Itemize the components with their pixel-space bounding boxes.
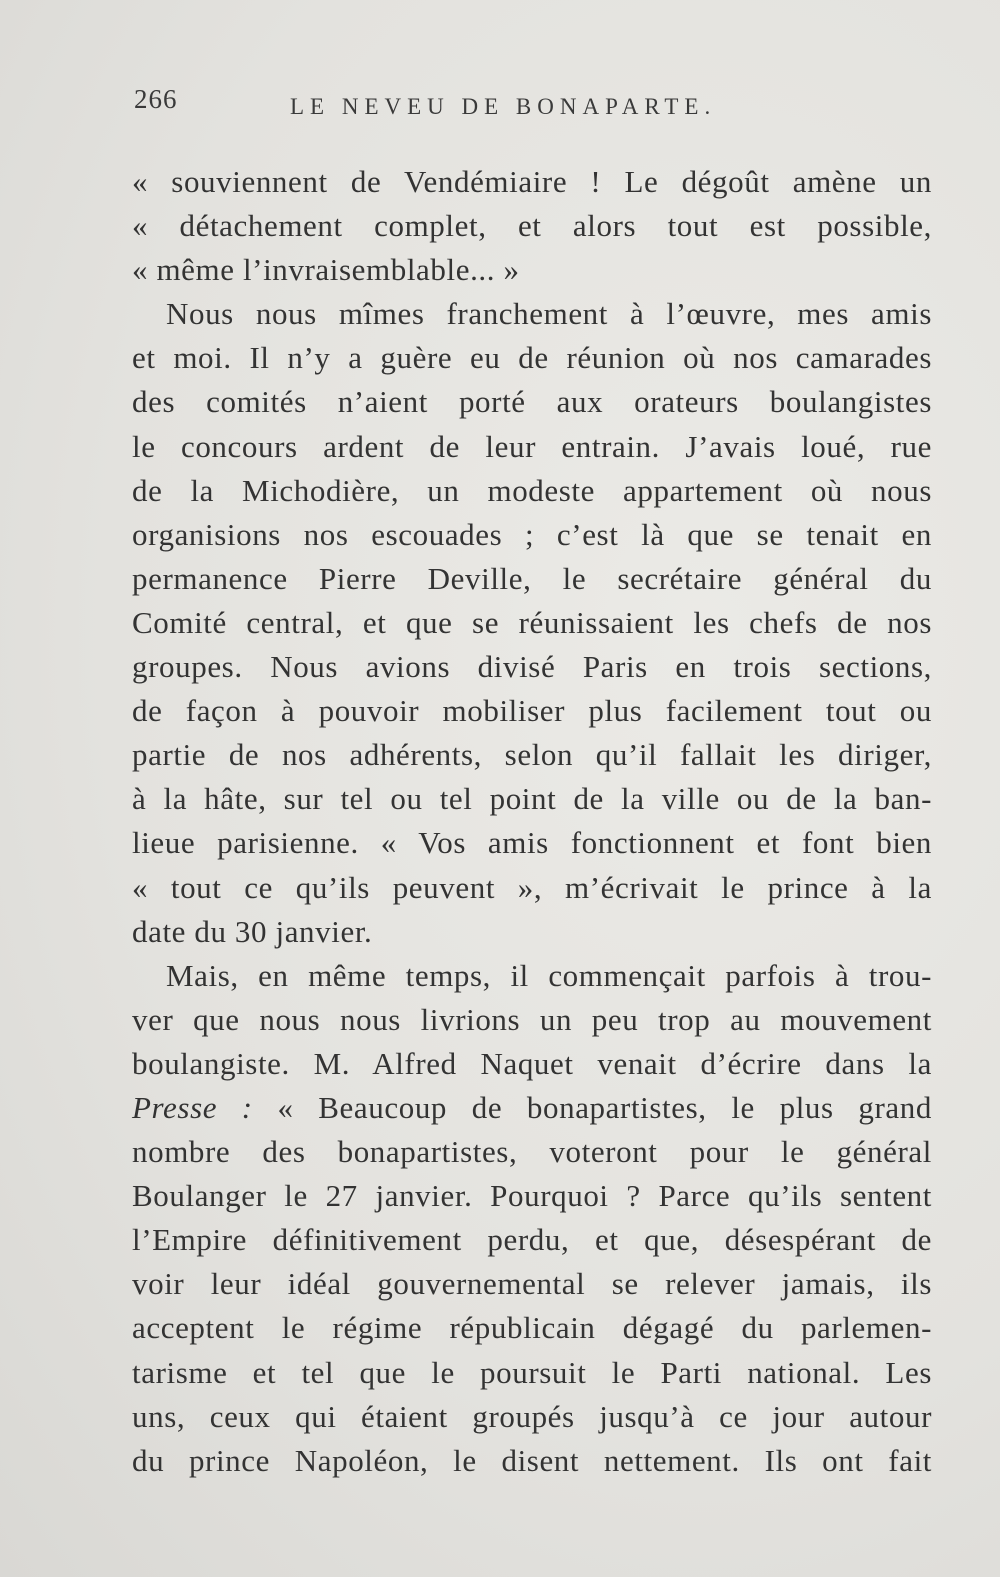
body-text — [132, 160, 932, 1483]
text-line: de la Michodière, un modeste appartement où nous — [132, 472, 932, 508]
text-line: boulangiste. M. Alfred Naquet venait d’écrire dans la — [132, 1045, 932, 1081]
text-line: partie de nos adhérents, selon qu’il fallait les diriger, — [132, 737, 932, 773]
page-header — [134, 84, 934, 124]
text-line: le concours ardent de leur entrain. J’avais loué, rue — [132, 428, 932, 464]
text-line: ver que nous nous livrions un peu trop au mouvement — [132, 1001, 932, 1037]
text-line: Boulanger le 27 janvier. Pourquoi ? Parce qu’ils sentent — [132, 1178, 932, 1214]
text-line: date du 30 janvier. — [132, 913, 373, 949]
text-line: de façon à pouvoir mobiliser plus facilement tout ou — [132, 693, 932, 729]
text-line: tarisme et tel que le poursuit le Parti national. Les — [132, 1354, 932, 1390]
running-title: LE NEVEU DE BONAPARTE. — [290, 94, 717, 119]
text-line: « souviennent de Vendémiaire ! Le dégoût amène un — [132, 164, 932, 199]
text-line: Comité central, et que se réunissaient les chefs de nos — [132, 604, 932, 640]
text-line: l’Empire définitivement perdu, et que, désespérant de — [132, 1222, 932, 1258]
text-line: « tout ce qu’ils peuvent », m’écrivait le prince à la — [132, 869, 932, 905]
page-number: 266 — [134, 84, 178, 114]
text-line: groupes. Nous avions divisé Paris en trois sections, — [132, 649, 932, 685]
quote-start: « Beaucoup de bonapartistes, le plus grand — [277, 1089, 932, 1125]
text-line: à la hâte, sur tel ou tel point de la ville ou de la ban- — [132, 781, 932, 817]
text-line: « détachement complet, et alors tout est possible, — [132, 208, 932, 244]
text-line: Mais, en même temps, il commençait parfois à trou- — [166, 957, 932, 993]
text-line: organisions nos escouades ; c’est là que se tenait en — [132, 516, 932, 552]
text-line-mixed — [132, 1086, 932, 1130]
text-line: uns, ceux qui étaient groupés jusqu’à ce jour autour — [132, 1398, 932, 1434]
text-line: acceptent le régime républicain dégagé du parlemen- — [132, 1310, 932, 1346]
text-line: nombre des bonapartistes, voteront pour le général — [132, 1134, 932, 1170]
italic-source: Presse : — [132, 1089, 253, 1125]
text-line: voir leur idéal gouvernemental se relever jamais, ils — [132, 1266, 932, 1302]
text-line: Nous nous mîmes franchement à l’œuvre, mes amis — [166, 296, 932, 332]
text-line: des comités n’aient porté aux orateurs boulangistes — [132, 384, 932, 420]
text-line: et moi. Il n’y a guère eu de réunion où nos camarades — [132, 340, 932, 376]
text-line: permanence Pierre Deville, le secrétaire général du — [132, 560, 932, 596]
text-line: « même l’invraisemblable... » — [132, 252, 520, 288]
text-line: lieue parisienne. « Vos amis fonctionnent et font bien — [132, 825, 932, 861]
text-line: du prince Napoléon, le disent nettement. Ils ont fait — [132, 1442, 932, 1478]
